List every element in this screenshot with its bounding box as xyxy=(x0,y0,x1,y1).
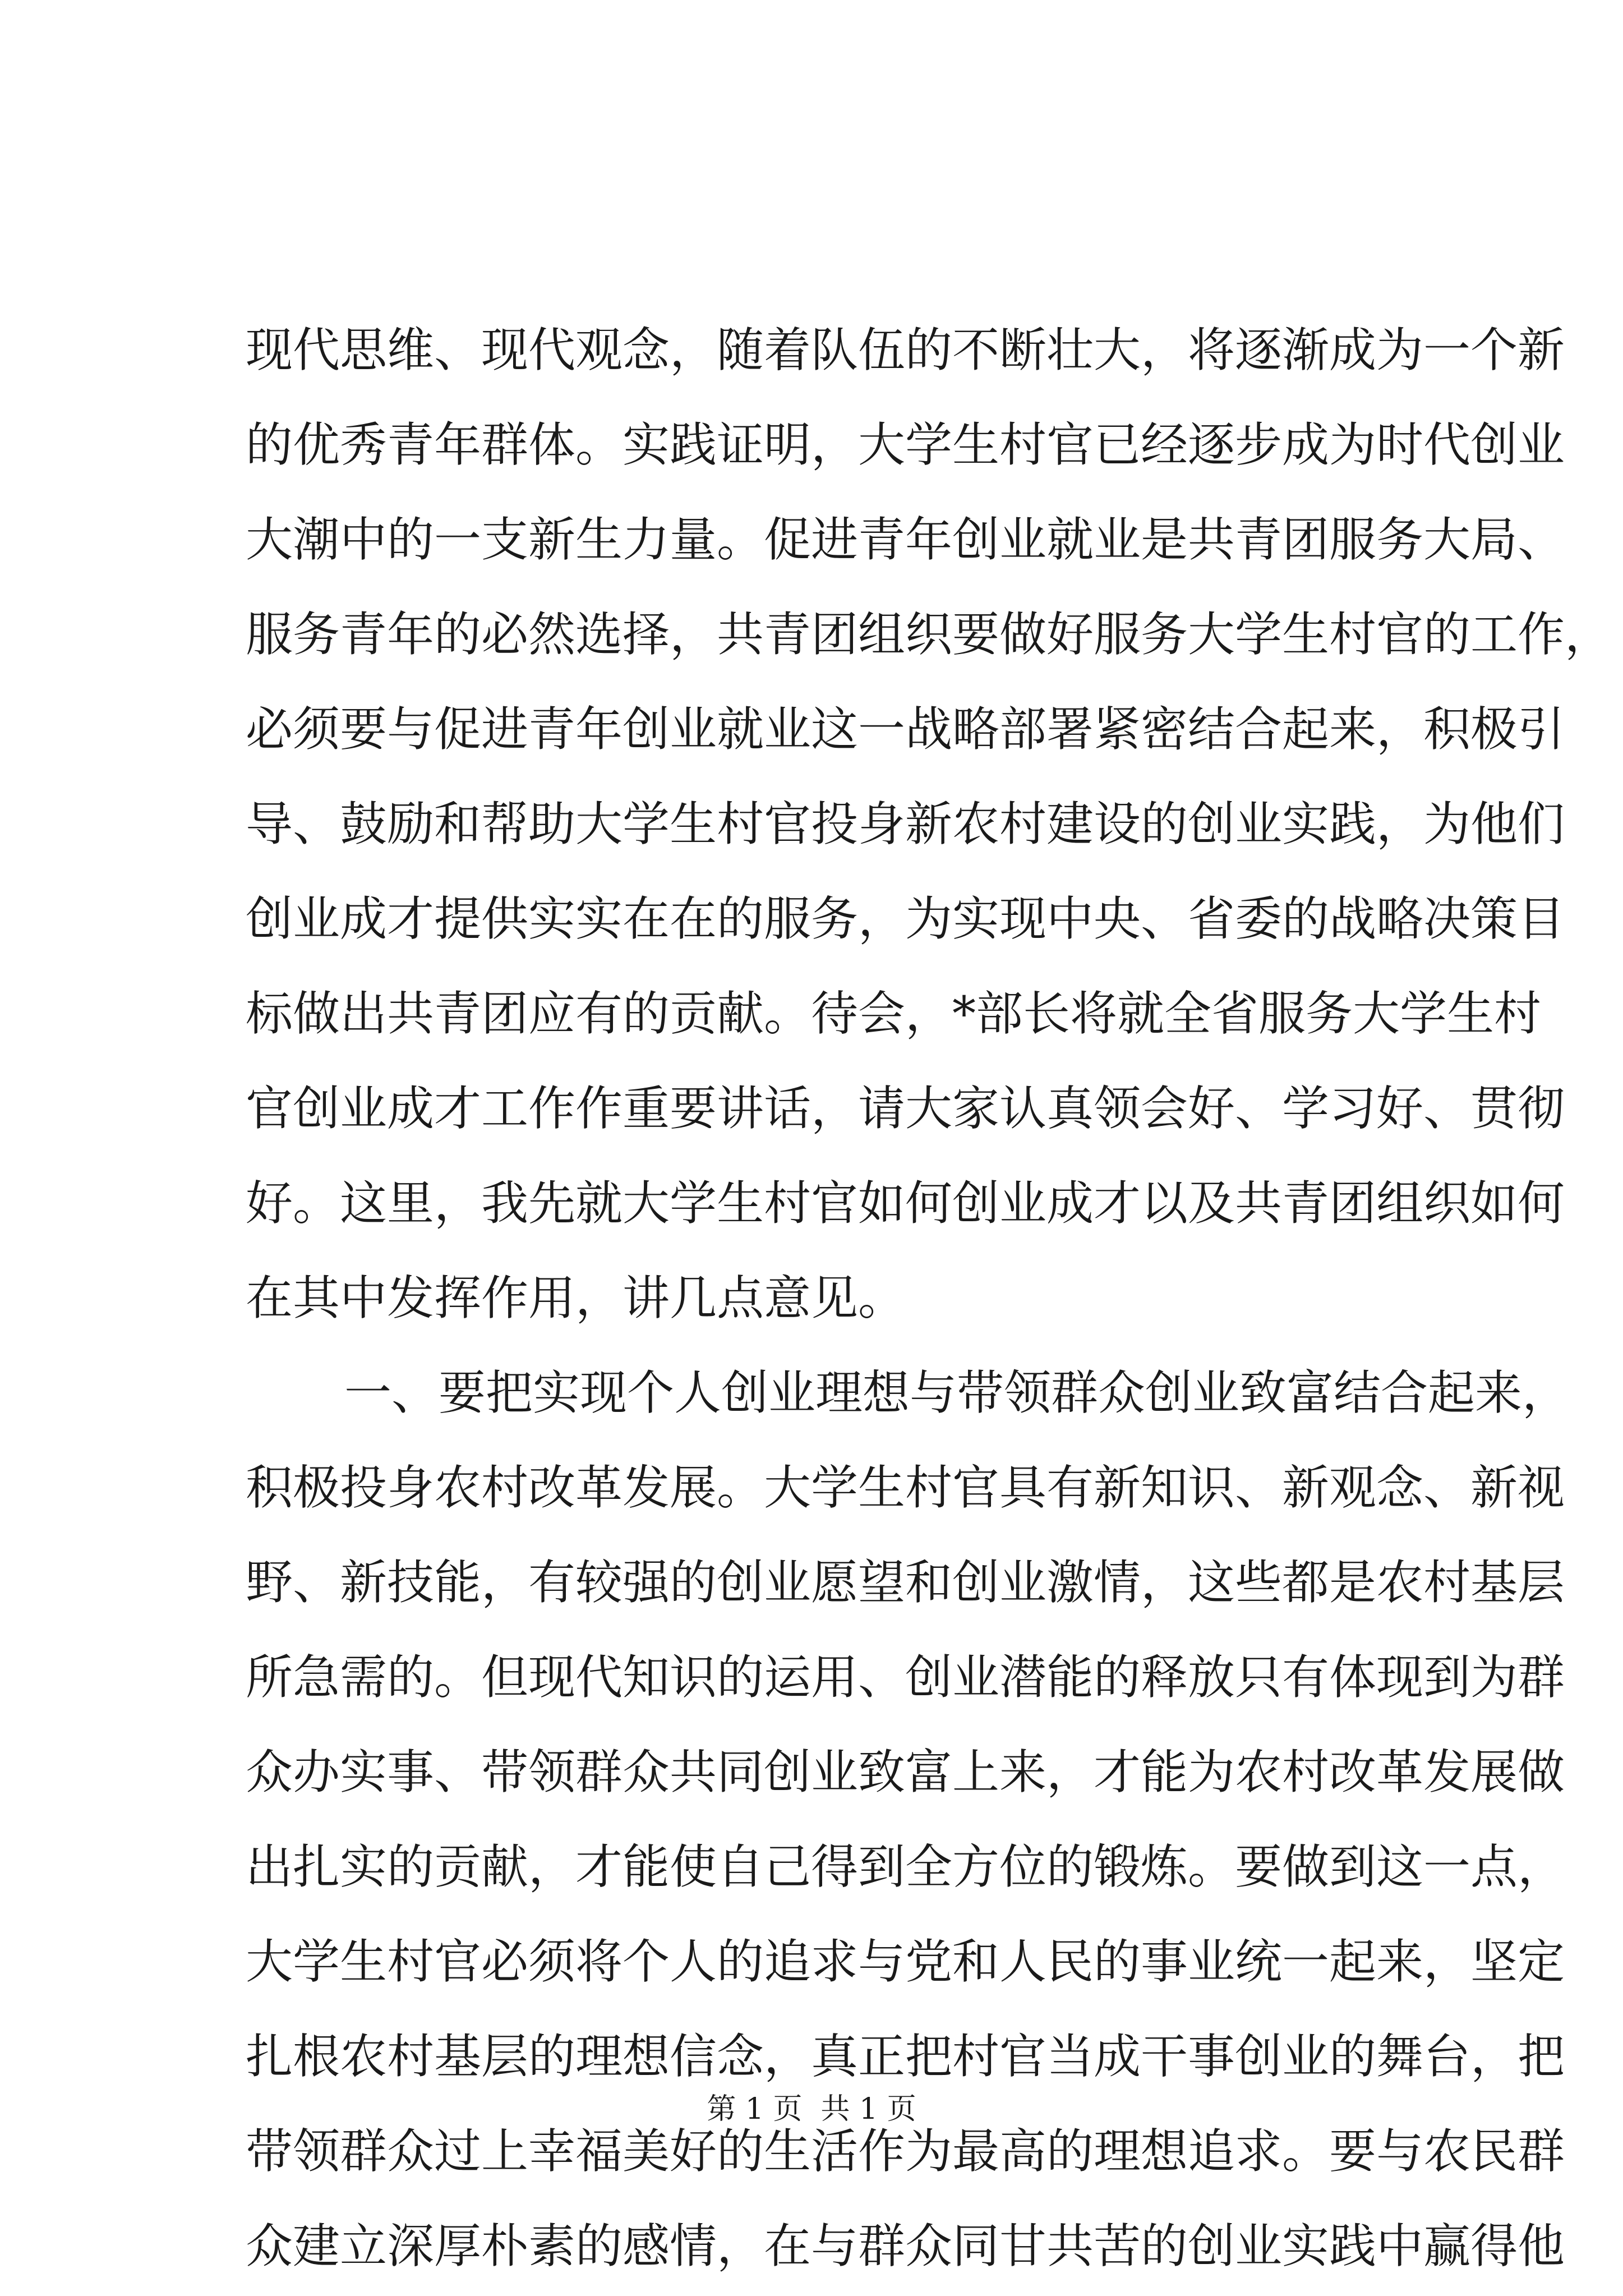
text-line: 导、鼓励和帮助大学生村官投身新农村建设的创业实践，为他们 xyxy=(246,797,1565,852)
paragraph-2 xyxy=(246,1346,1570,2294)
text-line: 众办实事、带领群众共同创业致富上来，才能为农村改革发展做 xyxy=(246,1745,1565,1800)
text-line: 出扎实的贡献，才能使自己得到全方位的锻炼。要做到这一点， xyxy=(246,1839,1565,1894)
text-line: 的优秀青年群体。实践证明，大学生村官已经逐步成为时代创业 xyxy=(246,417,1565,472)
text-line: 带领群众过上幸福美好的生活作为最高的理想追求。要与农民群 xyxy=(246,2124,1565,2179)
text-line: 创业成才提供实实在在的服务，为实现中央、省委的战略决策目 xyxy=(246,891,1565,946)
text-line: 官创业成才工作作重要讲话，请大家认真领会好、学习好、贯彻 xyxy=(246,1081,1565,1136)
text-line: 服务青年的必然选择，共青团组织要做好服务大学生村官的工作， xyxy=(246,607,1612,662)
text-line: 现代思维、现代观念，随着队伍的不断壮大，将逐渐成为一个新 xyxy=(246,323,1565,378)
page-footer: 第 1 页 共 1 页 xyxy=(707,2092,916,2126)
text-line: 好。这里，我先就大学生村官如何创业成才以及共青团组织如何 xyxy=(246,1176,1565,1231)
text-line: 众建立深厚朴素的感情，在与群众同甘共苦的创业实践中赢得他 xyxy=(246,2219,1565,2274)
text-line: 野、新技能，有较强的创业愿望和创业激情，这些都是农村基层 xyxy=(246,1555,1565,1610)
text-line: 扎根农村基层的理想信念，真正把村官当成干事创业的舞台，把 xyxy=(246,2029,1565,2084)
text-line: 大潮中的一支新生力量。促进青年创业就业是共青团服务大局、 xyxy=(246,512,1565,567)
text-line: 所急需的。但现代知识的运用、创业潜能的释放只有体现到为群 xyxy=(246,1650,1565,1705)
paragraph-1 xyxy=(246,303,1612,1346)
text-line: 积极投身农村改革发展。大学生村官具有新知识、新观念、新视 xyxy=(246,1460,1565,1515)
document-body xyxy=(246,303,1612,2294)
text-line: 大学生村官必须将个人的追求与党和人民的事业统一起来，坚定 xyxy=(246,1934,1565,1989)
text-line: 在其中发挥作用，讲几点意见。 xyxy=(246,1271,906,1326)
text-line: 必须要与促进青年创业就业这一战略部署紧密结合起来，积极引 xyxy=(246,702,1565,757)
text-line: 一、要把实现个人创业理想与带领群众创业致富结合起来， xyxy=(344,1365,1570,1420)
text-line: 标做出共青团应有的贡献。待会，*部长将就全省服务大学生村 xyxy=(246,986,1542,1041)
